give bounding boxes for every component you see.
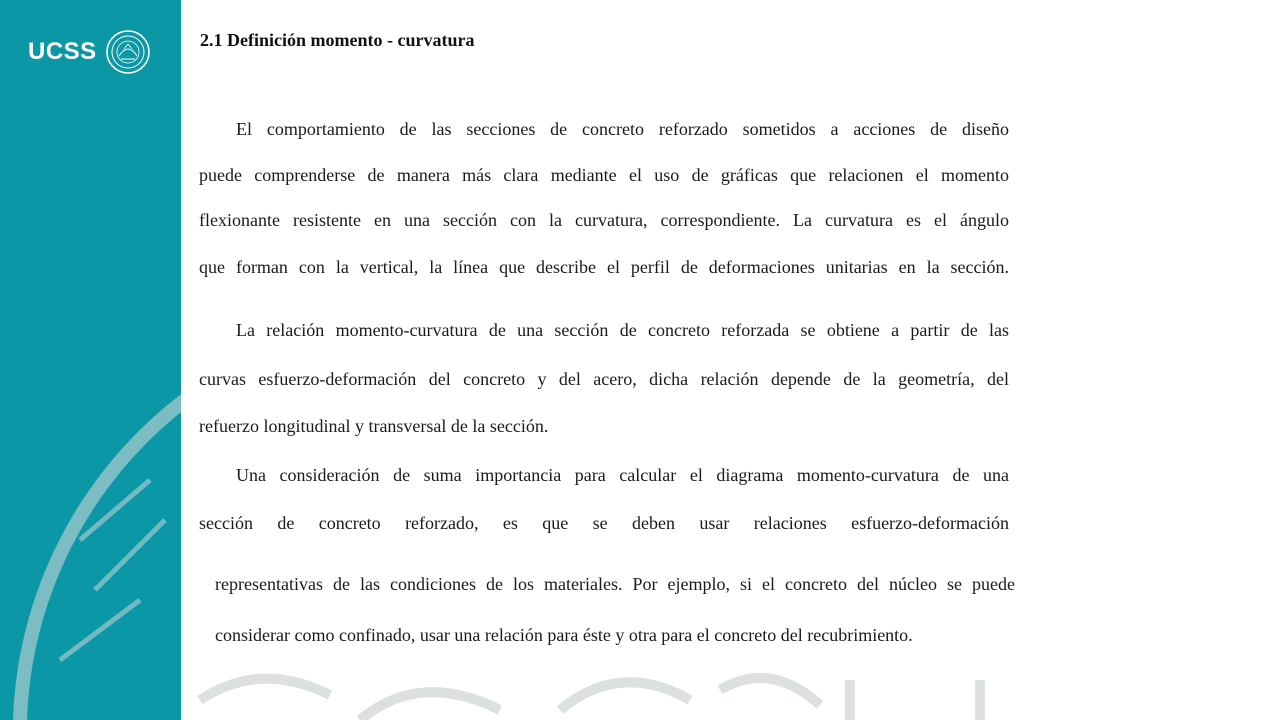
paragraph-line: considerar como confinado, usar una relación para éste y otra para el concreto del recubrimiento. [215,625,913,645]
paragraph-line: puede comprenderse de manera más clara mediante el uso de gráficas que relacionen el momento [199,165,1009,185]
paragraph-line: curvas esfuerzo-deformación del concreto y del acero, dicha relación depende de la geometría, del [199,369,1009,389]
paragraph-line: representativas de las condiciones de los materiales. Por ejemplo, si el concreto del núcleo se puede [215,574,1015,594]
paragraph-line: flexionante resistente en una sección con la curvatura, correspondiente. La curvatura es el ángulo [199,210,1009,230]
sidebar [0,0,181,720]
paragraph-line: La relación momento-curvatura de una sección de concreto reforzada se obtiene a partir de las [236,320,1009,340]
paragraph-line: Una consideración de suma importancia para calcular el diagrama momento-curvatura de una [236,465,1009,485]
document-page [181,0,1021,672]
paragraph-line: refuerzo longitudinal y transversal de la sección. [199,416,549,436]
section-heading: 2.1 Definición momento - curvatura [200,30,475,50]
university-seal-icon [100,29,156,75]
ucss-logo [28,29,156,75]
paragraph-line: El comportamiento de las secciones de concreto reforzado sometidos a acciones de diseño [236,119,1009,139]
paragraph-line: sección de concreto reforzado, es que se deben usar relaciones esfuerzo-deformación [199,513,1009,533]
logo-text: UCSS [28,38,97,65]
paragraph-line: que forman con la vertical, la línea que describe el perfil de deformaciones unitarias en la sección. [199,257,1009,277]
